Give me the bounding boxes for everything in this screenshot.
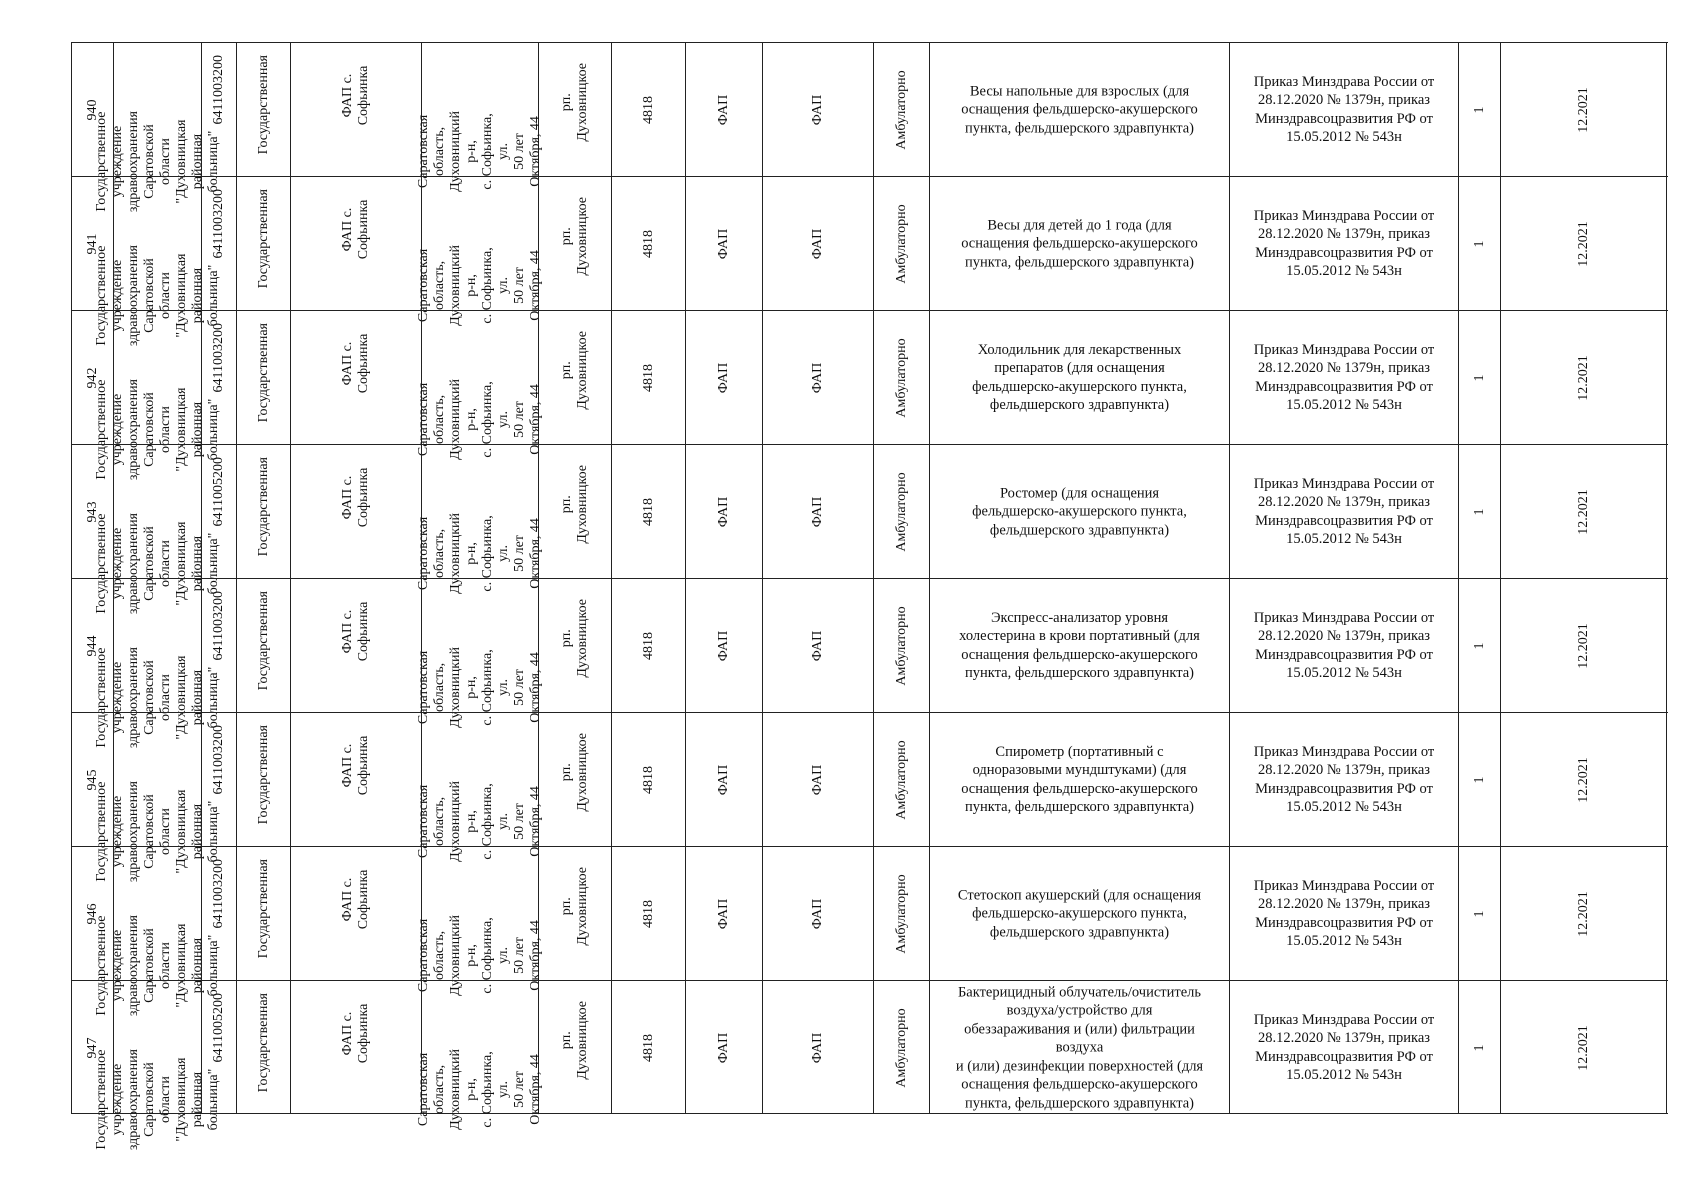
facility-text: ФАП с. Софьинка (340, 601, 371, 662)
org-text: Государственное учреждение здравоохранения Саратовской области "Духовницкая районная больница" (93, 245, 221, 347)
ownership-text: Государственная (255, 859, 271, 959)
type1-text: ФАП (716, 764, 731, 795)
cell-type1 (686, 445, 763, 578)
num-text: 943 (84, 501, 100, 522)
cell-care (874, 311, 930, 444)
table-row (72, 42, 1668, 213)
type1-text: ФАП (716, 898, 731, 929)
cell-population (612, 177, 686, 310)
settlement-text: рп. Духовницкое (559, 866, 590, 946)
equipment-text: Холодильник для лекарственных препаратов (для оснащения фельдшерско-акушерского пункта, фельдшерского здравпункта) (972, 341, 1187, 413)
qty-text: 1 (1471, 106, 1487, 113)
type2-text: ФАП (810, 94, 825, 125)
care-text: Амбулаторно (893, 873, 909, 954)
equipment-table (71, 42, 1668, 1151)
cell-type2 (763, 579, 874, 712)
oktmo-text: 6411003200 (211, 323, 226, 393)
type1-text: ФАП (716, 362, 731, 393)
cell-order (1230, 713, 1459, 846)
equipment-text: Весы напольные для взрослых (для оснащения фельдшерско-акушерского пункта, фельдшерского здравпункта) (961, 82, 1198, 136)
table-row (72, 578, 1668, 749)
care-text: Амбулаторно (893, 471, 909, 552)
cell-type2 (763, 713, 874, 846)
cell-order (1230, 43, 1459, 176)
cell-facility (291, 713, 422, 846)
qty-text: 1 (1471, 642, 1487, 649)
oktmo-text: 6411005200 (211, 993, 226, 1063)
cell-type1 (686, 311, 763, 444)
cell-facility (291, 311, 422, 444)
cell-oktmo (202, 981, 237, 1114)
cell-qty (1459, 579, 1501, 712)
cell-settlement (539, 579, 612, 712)
cell-settlement (539, 445, 612, 578)
cell-order (1230, 311, 1459, 444)
org-text: Государственное учреждение здравоохранения Саратовской области "Духовницкая районная больница" (93, 647, 221, 749)
cell-oktmo (202, 847, 237, 980)
cell-ownership (237, 445, 291, 578)
cell-type2 (763, 981, 874, 1114)
org-text: Государственное учреждение здравоохранения Саратовской области "Духовницкая районная больница" (93, 781, 221, 883)
oktmo-text: 6411003200 (211, 189, 226, 259)
cell-type1 (686, 713, 763, 846)
table-row (72, 980, 1668, 1151)
date-text: 12.2021 (1575, 1024, 1591, 1071)
settlement-text: рп. Духовницкое (559, 330, 590, 410)
type2-text: ФАП (810, 228, 825, 259)
order-text: Приказ Минздрава России от 28.12.2020 № 1379н, приказ Минздравсоцразвития РФ от 15.05.2012 № 543н (1253, 1011, 1435, 1083)
oktmo-text: 6411003200 (211, 591, 226, 661)
date-text: 12.2021 (1575, 756, 1591, 803)
type1-text: ФАП (716, 630, 731, 661)
cell-facility (291, 177, 422, 310)
equipment-text: Экспресс-анализатор уровня холестерина в крови портативный (для оснащения фельдшерско-акушерского пункта, фельдшерского здравпункта) (959, 609, 1200, 681)
org-text: Государственное учреждение здравоохранения Саратовской области "Духовницкая районная больница" (93, 379, 221, 481)
cell-order (1230, 847, 1459, 980)
ownership-text: Государственная (255, 55, 271, 155)
cell-date (1501, 713, 1667, 846)
settlement-text: рп. Духовницкое (559, 1000, 590, 1080)
settlement-text: рп. Духовницкое (559, 598, 590, 678)
facility-text: ФАП с. Софьинка (340, 735, 371, 796)
org-text: Государственное учреждение здравоохранения Саратовской области "Духовницкая районная больница" (93, 513, 221, 615)
population-text: 4818 (640, 765, 656, 794)
num-text: 944 (84, 635, 100, 656)
date-text: 12.2021 (1575, 220, 1591, 267)
type1-text: ФАП (716, 94, 731, 125)
cell-order (1230, 445, 1459, 578)
cell-date (1501, 43, 1667, 176)
cell-ownership (237, 43, 291, 176)
cell-settlement (539, 847, 612, 980)
qty-text: 1 (1471, 508, 1487, 515)
org-text: Государственное учреждение здравоохранения Саратовской области "Духовницкая районная больница" (93, 1049, 221, 1151)
org-text: Государственное учреждение здравоохранения Саратовской области "Духовницкая районная больница" (93, 915, 221, 1017)
ownership-text: Государственная (255, 323, 271, 423)
equipment-text: Весы для детей до 1 года (для оснащения фельдшерско-акушерского пункта, фельдшерского здравпункта) (961, 216, 1198, 270)
cell-facility (291, 445, 422, 578)
order-text: Приказ Минздрава России от 28.12.2020 № 1379н, приказ Минздравсоцразвития РФ от 15.05.2012 № 543н (1253, 743, 1435, 815)
cell-order (1230, 579, 1459, 712)
cell-facility (291, 43, 422, 176)
num-text: 945 (84, 769, 100, 790)
cell-equipment (930, 579, 1230, 712)
ownership-text: Государственная (255, 189, 271, 289)
care-text: Амбулаторно (893, 605, 909, 686)
qty-text: 1 (1471, 910, 1487, 917)
cell-address (416, 847, 543, 996)
cell-population (612, 713, 686, 846)
cell-qty (1459, 445, 1501, 578)
cell-settlement (539, 713, 612, 846)
type2-text: ФАП (810, 496, 825, 527)
cell-equipment (930, 445, 1230, 578)
cell-type2 (763, 311, 874, 444)
population-text: 4818 (640, 363, 656, 392)
order-text: Приказ Минздрава России от 28.12.2020 № 1379н, приказ Минздравсоцразвития РФ от 15.05.2012 № 543н (1253, 73, 1435, 145)
ownership-text: Государственная (255, 725, 271, 825)
cell-type1 (686, 177, 763, 310)
care-text: Амбулаторно (893, 1007, 909, 1088)
table-row (72, 176, 1668, 347)
cell-type2 (763, 445, 874, 578)
date-text: 12.2021 (1575, 890, 1591, 937)
address-text: Саратовская область, Духовницкий р-н, с. Софьинка, ул. 50 лет Октября, 44 (416, 379, 543, 460)
cell-oktmo (202, 713, 237, 846)
type1-text: ФАП (716, 496, 731, 527)
cell-date (1501, 579, 1667, 712)
num-text: 947 (84, 1037, 100, 1058)
num-text: 942 (84, 367, 100, 388)
care-text: Амбулаторно (893, 203, 909, 284)
cell-equipment (930, 713, 1230, 846)
cell-type1 (686, 847, 763, 980)
cell-settlement (539, 43, 612, 176)
cell-care (874, 847, 930, 980)
table-row (72, 310, 1668, 481)
address-text: Саратовская область, Духовницкий р-н, с. Софьинка, ул. 50 лет Октября, 44 (416, 111, 543, 192)
address-text: Саратовская область, Духовницкий р-н, с. Софьинка, ул. 50 лет Октября, 44 (416, 647, 543, 728)
address-text: Саратовская область, Духовницкий р-н, с. Софьинка, ул. 50 лет Октября, 44 (416, 513, 543, 594)
ownership-text: Государственная (255, 591, 271, 691)
cell-qty (1459, 43, 1501, 176)
org-text: Государственное учреждение здравоохранения Саратовской области "Духовницкая районная больница" (93, 111, 221, 213)
cell-address (416, 981, 543, 1130)
equipment-text: Спирометр (портативный с одноразовыми мундштуками) (для оснащения фельдшерско-акушерского пункта, фельдшерского здравпункта) (961, 743, 1198, 815)
settlement-text: рп. Духовницкое (559, 62, 590, 142)
cell-type2 (763, 847, 874, 980)
cell-qty (1459, 847, 1501, 980)
cell-facility (291, 981, 422, 1114)
cell-population (612, 981, 686, 1114)
cell-address (416, 311, 543, 460)
facility-text: ФАП с. Софьинка (340, 869, 371, 930)
cell-care (874, 43, 930, 176)
date-text: 12.2021 (1575, 622, 1591, 669)
population-text: 4818 (640, 1033, 656, 1062)
cell-settlement (539, 311, 612, 444)
cell-facility (291, 847, 422, 980)
cell-type1 (686, 981, 763, 1114)
type2-text: ФАП (810, 630, 825, 661)
cell-qty (1459, 311, 1501, 444)
qty-text: 1 (1471, 1044, 1487, 1051)
population-text: 4818 (640, 631, 656, 660)
table-row (72, 846, 1668, 1017)
oktmo-text: 6411003200 (211, 725, 226, 795)
facility-text: ФАП с. Софьинка (340, 1003, 371, 1064)
date-text: 12.2021 (1575, 86, 1591, 133)
cell-oktmo (202, 311, 237, 444)
qty-text: 1 (1471, 776, 1487, 783)
order-text: Приказ Минздрава России от 28.12.2020 № 1379н, приказ Минздравсоцразвития РФ от 15.05.2012 № 543н (1253, 877, 1435, 949)
cell-equipment (930, 981, 1230, 1114)
oktmo-text: 6411003200 (211, 55, 226, 125)
population-text: 4818 (640, 497, 656, 526)
equipment-text: Бактерицидный облучатель/очиститель воздуха/устройство для обеззараживания и (или) фильтрации воздуха и (или) дезинфекции поверхностей (для оснащения фельдшерско-акушерского пункта, фельдшерского здравпункта) (955, 983, 1204, 1111)
num-text: 946 (84, 903, 100, 924)
cell-date (1501, 311, 1667, 444)
cell-care (874, 445, 930, 578)
oktmo-text: 6411005200 (211, 457, 226, 527)
cell-date (1501, 847, 1667, 980)
cell-population (612, 847, 686, 980)
cell-order (1230, 981, 1459, 1114)
cell-type2 (763, 43, 874, 176)
care-text: Амбулаторно (893, 739, 909, 820)
ownership-text: Государственная (255, 457, 271, 557)
cell-ownership (237, 981, 291, 1114)
care-text: Амбулаторно (893, 337, 909, 418)
date-text: 12.2021 (1575, 354, 1591, 401)
cell-population (612, 43, 686, 176)
type2-text: ФАП (810, 362, 825, 393)
facility-text: ФАП с. Софьинка (340, 199, 371, 260)
cell-date (1501, 981, 1667, 1114)
cell-equipment (930, 43, 1230, 176)
facility-text: ФАП с. Софьинка (340, 467, 371, 528)
population-text: 4818 (640, 95, 656, 124)
type2-text: ФАП (810, 898, 825, 929)
population-text: 4818 (640, 899, 656, 928)
order-text: Приказ Минздрава России от 28.12.2020 № 1379н, приказ Минздравсоцразвития РФ от 15.05.2012 № 543н (1253, 475, 1435, 547)
cell-population (612, 579, 686, 712)
cell-population (612, 445, 686, 578)
cell-equipment (930, 177, 1230, 310)
address-text: Саратовская область, Духовницкий р-н, с. Софьинка, ул. 50 лет Октября, 44 (416, 1049, 543, 1130)
address-text: Саратовская область, Духовницкий р-н, с. Софьинка, ул. 50 лет Октября, 44 (416, 781, 543, 862)
cell-oktmo (202, 579, 237, 712)
cell-equipment (930, 311, 1230, 444)
cell-facility (291, 579, 422, 712)
address-text: Саратовская область, Духовницкий р-н, с. Софьинка, ул. 50 лет Октября, 44 (416, 245, 543, 326)
cell-care (874, 981, 930, 1114)
cell-address (416, 43, 543, 192)
settlement-text: рп. Духовницкое (559, 464, 590, 544)
order-text: Приказ Минздрава России от 28.12.2020 № 1379н, приказ Минздравсоцразвития РФ от 15.05.2012 № 543н (1253, 341, 1435, 413)
cell-oktmo (202, 177, 237, 310)
ownership-text: Государственная (255, 993, 271, 1093)
cell-type2 (763, 177, 874, 310)
settlement-text: рп. Духовницкое (559, 732, 590, 812)
type2-text: ФАП (810, 1032, 825, 1063)
cell-type1 (686, 579, 763, 712)
cell-ownership (237, 579, 291, 712)
cell-ownership (237, 177, 291, 310)
order-text: Приказ Минздрава России от 28.12.2020 № 1379н, приказ Минздравсоцразвития РФ от 15.05.2012 № 543н (1253, 609, 1435, 681)
qty-text: 1 (1471, 240, 1487, 247)
type1-text: ФАП (716, 1032, 731, 1063)
cell-care (874, 579, 930, 712)
care-text: Амбулаторно (893, 69, 909, 150)
type2-text: ФАП (810, 764, 825, 795)
cell-address (416, 713, 543, 862)
cell-address (416, 445, 543, 594)
facility-text: ФАП с. Софьинка (340, 333, 371, 394)
cell-ownership (237, 713, 291, 846)
date-text: 12.2021 (1575, 488, 1591, 535)
cell-settlement (539, 981, 612, 1114)
cell-oktmo (202, 445, 237, 578)
cell-qty (1459, 981, 1501, 1114)
cell-ownership (237, 847, 291, 980)
facility-text: ФАП с. Софьинка (340, 65, 371, 126)
cell-ownership (237, 311, 291, 444)
cell-oktmo (202, 43, 237, 176)
oktmo-text: 6411003200 (211, 859, 226, 929)
cell-qty (1459, 177, 1501, 310)
table-row (72, 444, 1668, 615)
cell-address (416, 579, 543, 728)
order-text: Приказ Минздрава России от 28.12.2020 № 1379н, приказ Минздравсоцразвития РФ от 15.05.2012 № 543н (1253, 207, 1435, 279)
type1-text: ФАП (716, 228, 731, 259)
population-text: 4818 (640, 229, 656, 258)
table-row (72, 712, 1668, 883)
cell-type1 (686, 43, 763, 176)
cell-address (416, 177, 543, 326)
num-text: 941 (84, 233, 100, 254)
cell-care (874, 713, 930, 846)
cell-qty (1459, 713, 1501, 846)
qty-text: 1 (1471, 374, 1487, 381)
cell-date (1501, 445, 1667, 578)
cell-settlement (539, 177, 612, 310)
cell-order (1230, 177, 1459, 310)
equipment-text: Стетоскоп акушерский (для оснащения фельдшерско-акушерского пункта, фельдшерского здравпункта) (957, 886, 1202, 940)
cell-population (612, 311, 686, 444)
num-text: 940 (84, 99, 100, 120)
settlement-text: рп. Духовницкое (559, 196, 590, 276)
address-text: Саратовская область, Духовницкий р-н, с. Софьинка, ул. 50 лет Октября, 44 (416, 915, 543, 996)
cell-date (1501, 177, 1667, 310)
cell-equipment (930, 847, 1230, 980)
equipment-text: Ростомер (для оснащения фельдшерско-акушерского пункта, фельдшерского здравпункта) (972, 484, 1187, 538)
cell-care (874, 177, 930, 310)
